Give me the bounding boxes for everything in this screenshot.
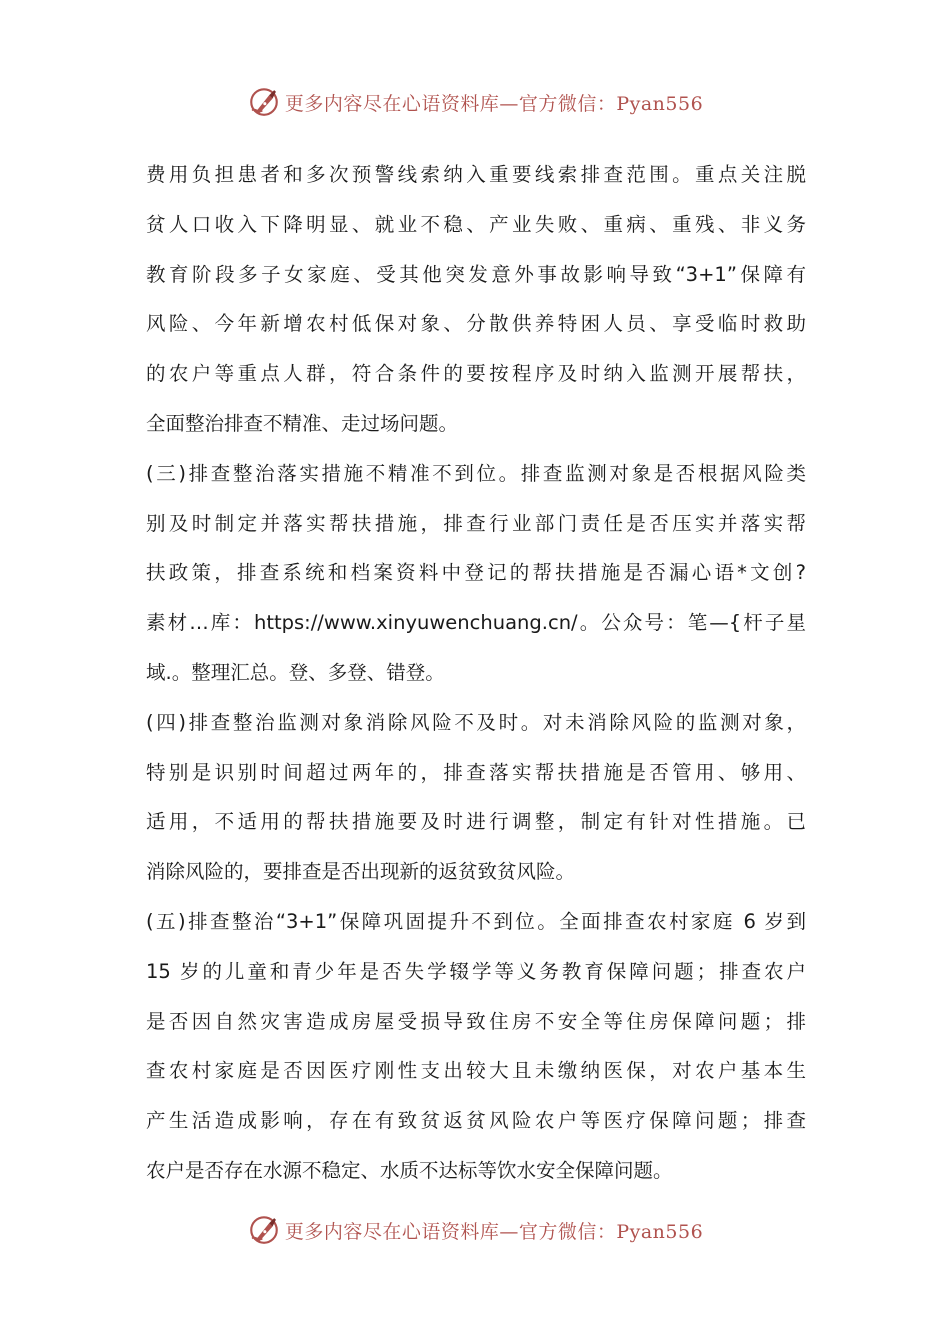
body-line: 的农户等重点人群，符合条件的要按程序及时纳入监测开展帮扶，: [146, 362, 806, 386]
body-line: 农户是否存在水源不稳定、水质不达标等饮水安全保障问题。: [146, 1158, 673, 1182]
header-banner: [0, 82, 950, 122]
footer-banner-text: 更多内容尽在心语资料库—官方微信：Pyan556: [284, 1220, 704, 1243]
body-line: 全面整治排查不精准、走过场问题。: [146, 411, 459, 435]
body-line: (五)排查整治“3+1”保障巩固提升不到位。全面排查农村家庭 6 岁到: [146, 909, 806, 933]
body-line: (四)排查整治监测对象消除风险不及时。对未消除风险的监测对象，: [146, 710, 806, 734]
body-line: 扶政策，排查系统和档案资料中登记的帮扶措施是否漏心语*文创?: [146, 561, 806, 585]
body-line: 15 岁的儿童和青少年是否失学辍学等义务教育保障问题；排查农户: [146, 959, 806, 983]
body-line: 域.。整理汇总。登、多登、错登。: [146, 660, 445, 684]
document-body: [146, 150, 806, 1196]
body-line: 消除风险的，要排查是否出现新的返贫致贫风险。: [146, 860, 576, 884]
body-line: 贫人口收入下降明显、就业不稳、产业失败、重病、重残、非义务: [146, 212, 806, 236]
body-line: 是否因自然灾害造成房屋受损导致住房不安全等住房保障问题；排: [146, 1009, 806, 1033]
body-line: 素材…库：https://www.xinyuwenchuang.cn/。公众号：笔—{杆子星: [146, 611, 806, 635]
body-line: 费用负担患者和多次预警线索纳入重要线索排查范围。重点关注脱: [146, 163, 806, 186]
body-line: 产生活造成影响，存在有致贫返贫风险农户等医疗保障问题；排查: [146, 1109, 806, 1133]
body-line: 查农村家庭是否因医疗刚性支出较大且未缴纳医保，对农户基本生: [146, 1059, 806, 1083]
body-line: 特别是识别时间超过两年的，排查落实帮扶措施是否管用、够用、: [146, 760, 806, 784]
body-line: (三)排查整治落实措施不精准不到位。排查监测对象是否根据风险类: [146, 461, 806, 485]
pen-nib-logo-icon: [247, 85, 281, 119]
body-line: 别及时制定并落实帮扶措施，排查行业部门责任是否压实并落实帮: [146, 511, 806, 535]
body-line: 风险、今年新增农村低保对象、分散供养特困人员、享受临时救助: [146, 312, 806, 336]
body-line: 适用，不适用的帮扶措施要及时进行调整，制定有针对性措施。已: [146, 810, 806, 834]
body-line: 教育阶段多子女家庭、受其他突发意外事故影响导致“3+1”保障有: [146, 262, 806, 286]
pen-nib-logo-icon: [247, 1213, 281, 1247]
footer-banner: [0, 1210, 950, 1250]
header-banner-text: 更多内容尽在心语资料库—官方微信：Pyan556: [284, 92, 704, 115]
